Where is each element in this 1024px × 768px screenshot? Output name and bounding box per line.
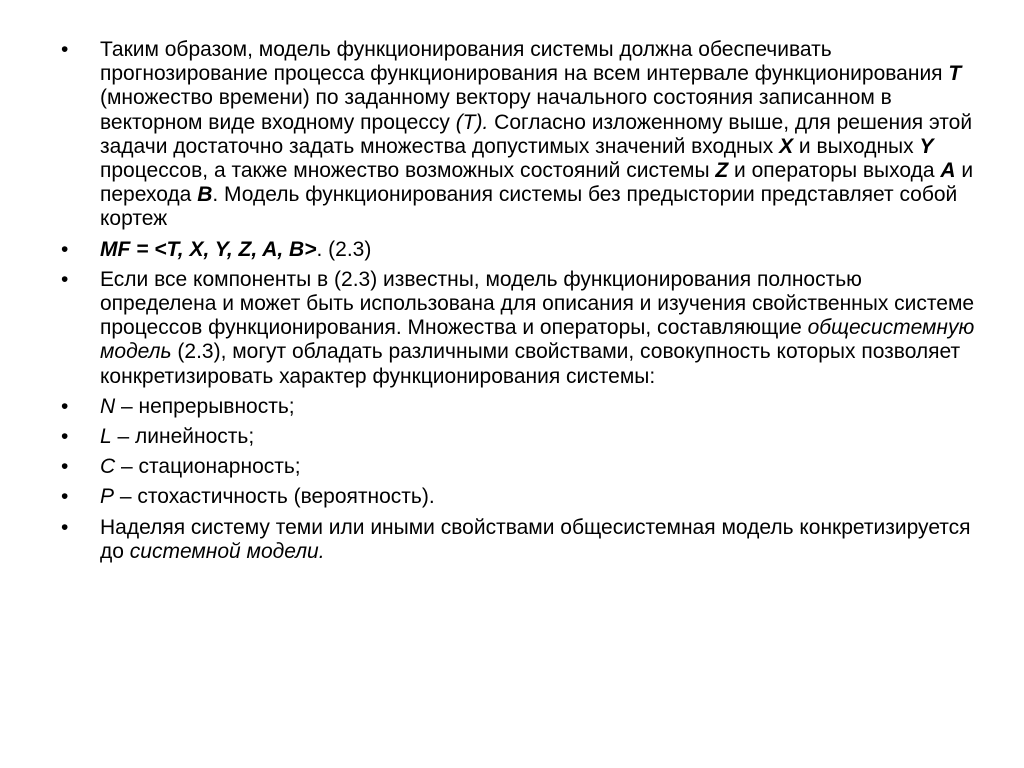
bullet-item-stochasticity	[0, 485, 1024, 509]
bullet-item-system-model	[0, 516, 1024, 564]
bullet-list	[0, 38, 1024, 570]
body-text: (множество времени) по заданному вектору начального состояния записанном в векторном виде входному процессу	[100, 86, 892, 134]
body-text: Наделяя систему теми или иными свойствами общесистемная модель конкретизируется до	[100, 515, 971, 563]
body-text: и выходных	[793, 134, 920, 158]
body-text: и перехода	[100, 159, 974, 207]
math-symbol: X	[779, 134, 794, 158]
italic-text: P	[100, 485, 115, 509]
body-text: . (2.3)	[316, 237, 372, 261]
bullet-icon: •	[61, 237, 69, 261]
body-text: – стационарность;	[115, 455, 301, 479]
math-symbol: T	[948, 62, 962, 86]
italic-text: системной модели.	[129, 539, 325, 563]
bullet-item-stationarity	[0, 455, 1024, 479]
italic-text: общесистемную модель	[100, 316, 975, 364]
math-symbol: Y	[919, 134, 934, 158]
italic-text: L	[100, 425, 112, 449]
bullet-icon: •	[61, 38, 69, 61]
body-text: – непрерывность;	[115, 394, 295, 418]
math-symbol: B	[197, 183, 213, 207]
math-symbol: MF = <T, X, Y, Z, A, B>	[100, 237, 317, 261]
body-text: . Модель функционирования системы без предыстории представляет собой кортеж	[100, 183, 958, 231]
italic-text: C	[100, 455, 116, 479]
body-text: – линейность;	[111, 425, 255, 449]
bullet-item-tuple-formula	[0, 238, 1024, 262]
bullet-icon: •	[61, 485, 69, 509]
italic-text: (T).	[455, 110, 489, 134]
body-text: и операторы выхода	[728, 159, 941, 183]
math-symbol: A	[940, 159, 956, 183]
body-text: Согласно изложенному выше, для решения этой задачи достаточно задать множества допустимых значений входных	[100, 110, 973, 158]
bullet-item-linearity	[0, 425, 1024, 449]
body-text: (2.3), могут обладать различными свойствами, совокупность которых позволяет конкретизировать характер функционирования системы:	[100, 340, 961, 388]
body-text: Если все компоненты в (2.3) известны, модель функционирования полностью определена и может быть использована для описания и изучения свойственных системе процессов функционирования. Множества и операторы, составляющие	[100, 267, 975, 340]
body-text: процессов, а также множество возможных состояний системы	[100, 159, 716, 183]
bullet-icon: •	[61, 267, 69, 291]
bullet-icon: •	[61, 394, 69, 418]
body-text: – стохастичность (вероятность).	[114, 485, 435, 509]
bullet-item-model-description	[0, 38, 1024, 232]
bullet-icon: •	[61, 515, 69, 539]
bullet-icon: •	[61, 455, 69, 479]
italic-text: N	[100, 394, 116, 418]
bullet-item-general-system-model	[0, 268, 1024, 389]
bullet-icon: •	[61, 425, 69, 449]
bullet-item-continuity	[0, 395, 1024, 419]
body-text: Таким образом, модель функционирования системы должна обеспечивать прогнозирование процесса функционирования на всем интервале функционирования	[100, 38, 949, 86]
math-symbol: Z	[715, 159, 729, 183]
